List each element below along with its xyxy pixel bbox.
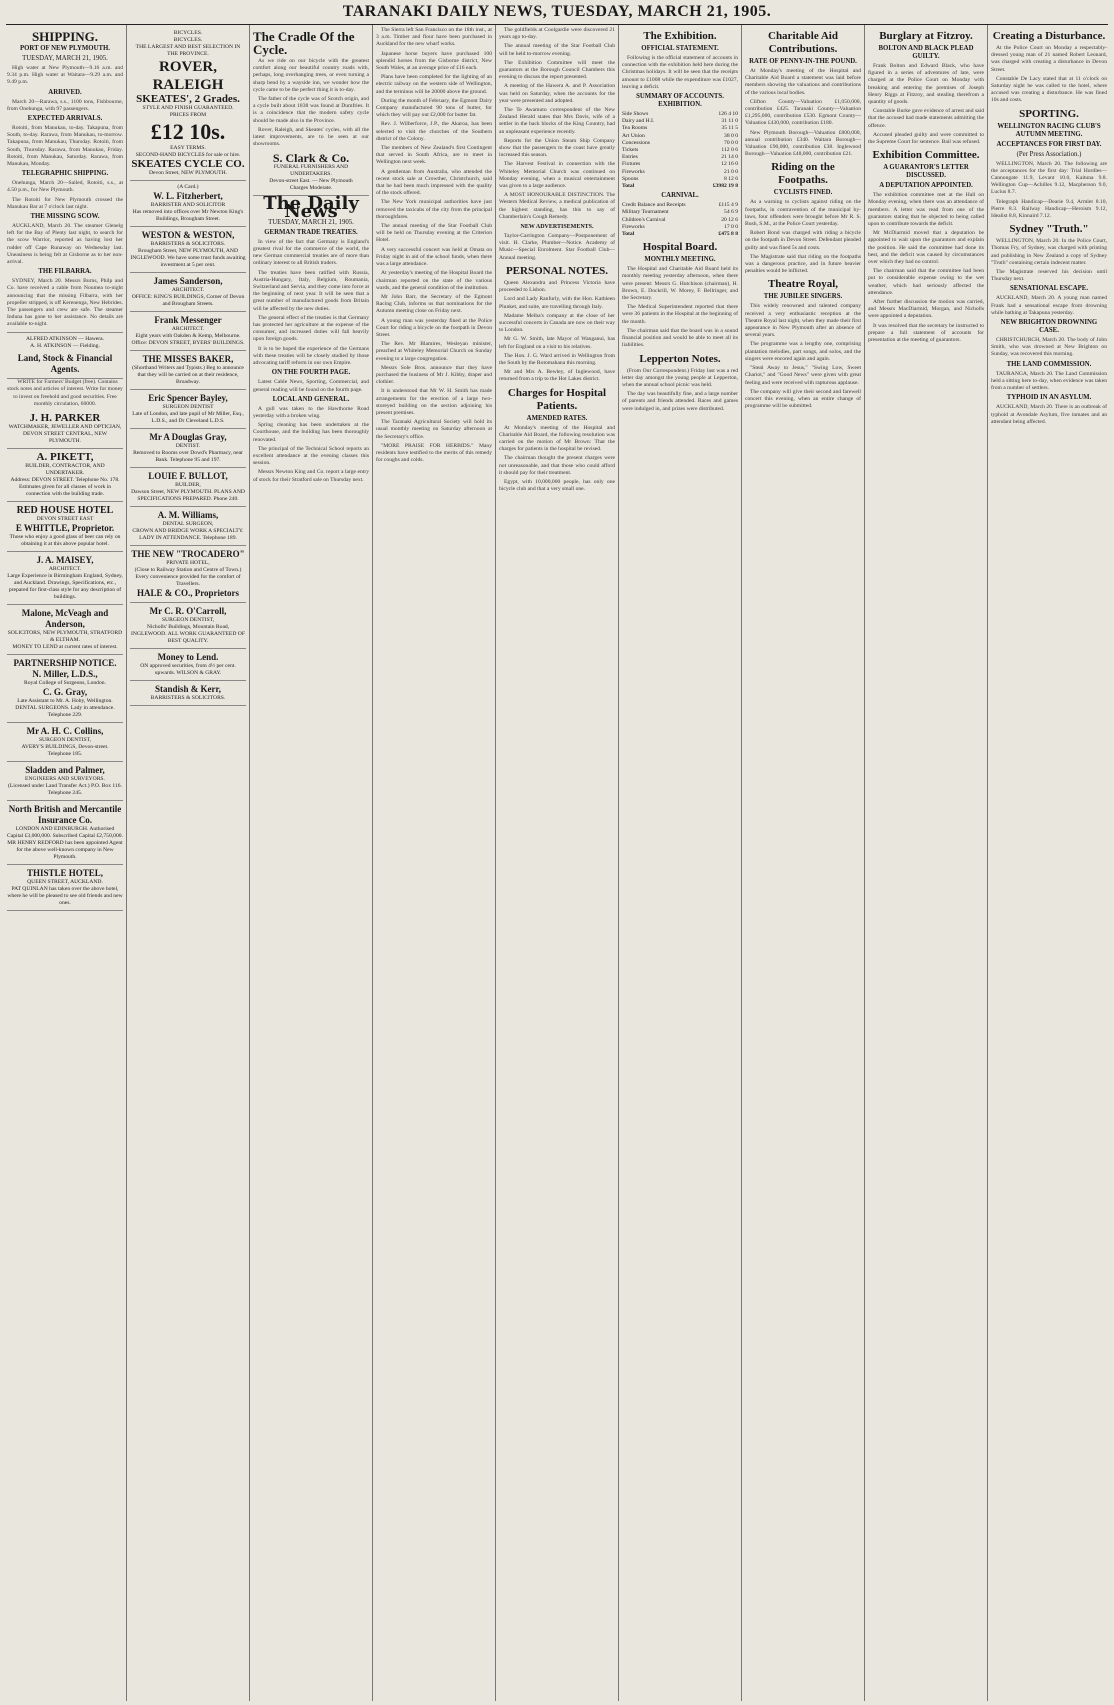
clark-trade: FUNERAL FURNISHERS AND UNDERTAKERS.	[273, 164, 349, 178]
sladden-trade: ENGINEERS AND SURVEYORS.	[25, 775, 105, 782]
creating-disturbance-heading: Creating a Disturbance.	[992, 30, 1106, 42]
arrived-heading: ARRIVED.	[48, 88, 82, 96]
shipping-date: TUESDAY, MARCH 21, 1905.	[22, 55, 108, 62]
maisey-name: J. A. MAISEY,	[36, 554, 94, 565]
collins-trade: SURGEON DENTIST,	[38, 736, 92, 743]
personal-notes-heading: PERSONAL NOTES.	[505, 264, 609, 277]
malone-ad: Malone, McVeagh and Anderson, SOLICITORS, NEW PLYMOUTH, STRATFORD & ELTHAM. MONEY TO LEND at current rates of interest.	[7, 605, 123, 655]
telegraphic-heading: TELEGRAPHIC SHIPPING.	[21, 170, 109, 178]
baker-name: THE MISSES BAKER,	[142, 354, 234, 364]
douglas-gray-ad: Mr A Douglas Gray, DENTIST. Removed to Rooms over Dowd's Pharmacy, near Bank. Telephone 95 and 197.	[130, 429, 246, 468]
daily-news-nameplate: The Daily News	[263, 193, 359, 222]
bullot-trade: BUILDER,	[175, 482, 201, 488]
douglas-gray-trade: DENTIST.	[175, 443, 201, 449]
typhoid-heading: TYPHOID IN AN ASYLUM.	[1006, 394, 1092, 402]
money-ad: Money to Lend. ON approved securities, from 4½ per cent. upwards. WILSON & GRAY.	[130, 649, 246, 681]
column-6: The Exhibition. OFFICIAL STATEMENT. Following is the official statement of accounts in connection with the exhibition held here during the Christmas holidays. It will be seen that the receipts amount to £1008 while the expenditure was £1027, leaving a deficit. SUMMARY OF ACCOUNTS. EXHIBITION. Side Shows 126 4 10 Dairy and H.I. 31 11 0 Tea Rooms 35 11 5 Art Union 38 0 0 Concessions 70 0 0 Tickets 112 0 6 Entries 21 14 0 Fixtures 12 16 0 Fireworks 21 0 0 Spoons 8 12 6 Total £3982 19 8 CARNIVAL. Credit Balance and Receipts £115 4 9 Military Tournament 54 6 9 Children's Carnival 20 12 6 Fireworks 17 0 0 Total £475 8 8 Hospital Board. MONTHLY MEETING. The Hospital and Charitable Aid Board held its monthly meeting yesterday afternoon, when there were present: Messrs G. Hutchison (chairman), H. Brown, E. Dockrill, W. Morey, F. Bellringer, and the Secretary. The Medical Superintendent reported that there were 36 patients in the Hospital at the beginning of the month. The chairman said that the board was in a sound financial position and would be able to meet all its liabilities. Lepperton Notes. (From Our Correspondent.) Friday last was a red letter day amongst the young people at Lepperton, when the annual school picnic was held. The day was beautifully fine, and a large number of parents and friends attended. Races and games were indulged in, and prizes were distributed.	[619, 25, 742, 1701]
parker-address: DEVON STREET CENTRAL, NEW PLYMOUTH.	[22, 430, 108, 444]
pikett-ad: A. PIKETT, BUILDER, CONTRACTOR, AND UNDERTAKER. Address: DEVON STREET. Telephone No. 178. Estimates given for all classes of work in connection with the building trade.	[7, 449, 123, 502]
bayley-ad: Eric Spencer Bayley, SURGEON DENTIST Late of London, and late pupil of Mr Miller, Esq., L.D.S., and Dr Cleveland L.D.S.	[130, 390, 246, 429]
guilty-plea-heading: BOLTON AND BLACK PLEAD GUILTY.	[878, 45, 974, 60]
exhibition-heading: The Exhibition.	[643, 30, 717, 42]
sladden-name: Sladden and Palmer,	[25, 764, 105, 775]
clark-address: Devon-street East. — New Plymouth	[269, 178, 353, 185]
weston-trade: BARRISTERS & SOLICITORS.	[150, 241, 226, 247]
skeates-grades: SKEATES', 2 Grades.	[136, 93, 240, 105]
parker-name: J. H. PARKER	[29, 411, 101, 424]
standish-ad	[130, 681, 246, 706]
port-heading: PORT OF NEW PLYMOUTH.	[19, 45, 111, 52]
partnership-ad: PARTNERSHIP NOTICE. N. Miller, L.D.S., Royal College of Surgeons, London. C. G. Gray, Late Assistant to Mr. A. Hoby, Wellington. DENTAL SURGEONS. Lady in attendance. Telephone 229.	[7, 655, 123, 723]
trocadero-trade: PRIVATE HOTEL,	[166, 560, 210, 566]
carroll-ad: Mr C. R. O'Carroll, SURGEON DENTIST, Nicholls' Buildings, Mountain Road, INGLEWOOD. ALL WORK GUARANTEED OF BEST QUALITY.	[130, 603, 246, 649]
burglary-heading: Burglary at Fitzroy.	[879, 30, 973, 42]
fitzherbert-ad: (A Card.) W. L. Fitzherbert, BARRISTER AND SOLICITOR Has removed into offices over Mr Newton King's Buildings, Brougham Street.	[130, 181, 246, 227]
column-3: The Cradle Of the Cycle. As we ride on our bicycle with the greatest comfort along our beautiful country roads with, perhaps, long overhanging trees, or even turning a sharp bend by a wayside inn, we wonder how the cycle came to be the perfect thing it is to-day. The father of the cycle was of Scotch origin, and a cycle built about 1838 was found at Dumfries. It is a coincidence that the modern safety cycle should be made also in the Province. Rover, Raleigh, and Skeates' cycles, with all the latest improvements, are to be seen at our showrooms. S. Clark & Co. FUNERAL FURNISHERS AND UNDERTAKERS. Devon-street East. — New Plymouth Charges Moderate. The Daily News TUESDAY, MARCH 21, 1905. GERMAN TRADE TREATIES. In view of the fact that Germany is England's greatest rival for the commerce of the world, the new German commercial treaties are of more than ordinary interest to all British traders. The treaties have been ratified with Russia, Austria-Hungary, Italy, Belgium, Roumania, Switzerland and Servia, and they come into force at the beginning of next year. It will be seen that a great number of manufactured goods from Britain will be affected by the new duties. The general effect of the treaties is that Germany has protected her agriculture at the expense of the consumer, and increased duties will fall heavily upon foreign goods. It is to be hoped the experience of the Germans with these treaties will be closely studied by those advocating tariff reform in our own Empire. ON THE FOURTH PAGE. Latest Cable News, Sporting, Commercial, and general reading will be found on the fourth page. LOCAL AND GENERAL. A gull was taken to the Hawthorne Road yesterday with a broken wing. Spring cleaning has been undertaken at the Courthouse, and the building has been thoroughly renovated. The principal of the Technical School reports an excellent attendance at the evening classes this session. Messrs Newton King and Co. report a large entry of stock for their Stratford sale on Thursday next.	[250, 25, 373, 1701]
summary-heading: SUMMARY OF ACCOUNTS. EXHIBITION.	[636, 93, 724, 109]
parker-ad	[7, 410, 123, 449]
messenger-trade: ARCHITECT.	[171, 326, 205, 332]
guarantor-letter-heading: A GUARANTOR'S LETTER DISCUSSED.	[883, 164, 969, 180]
north-british-ad: North British and Mercantile Insurance Co. LONDON AND EDINBURGH. Authorised Capital £3,000,000. Subscribed Capital £2,750,000. MR HENRY REDFORD has been appointed Agent for the above well-known company in New Plymouth.	[7, 801, 123, 865]
shipping-heading: SHIPPING.	[31, 29, 99, 44]
wellington-racing-heading: WELLINGTON RACING CLUB'S AUTUMN MEETING.	[997, 122, 1101, 138]
bicycles-line-2: BICYCLES.	[173, 37, 203, 43]
hale-proprietors: HALE & CO., Proprietors	[136, 588, 240, 598]
sanderson-name: James Sanderson,	[153, 276, 223, 286]
official-statement-heading: OFFICIAL STATEMENT.	[641, 45, 719, 52]
column-4: The Sierra left San Francisco on the 18th inst., at 3 a.m. Timber and flour have been purchased in Auckland for the new wharf works. Japanese horse buyers have purchased 100 splendid horses from the Gisborne district, New South Wales, at an average price of £16 each. Plans have been completed for the lighting of an electric railway on the western side of Wellington, and the terminus will be 20000 above the ground. During the month of February, the Egmont Dairy Company manufactured 90 tons of butter, for which they will pay out £2,000 for butter fat. Rev. J. Wilberforce, J.P., the Akaroa, has been selected to visit the churches of the Southern district of the Colony. The members of New Zealand's first Contingent that served in South Africa, are to meet in Wellington next week. A gentleman from Australia, who attended the recent stock sale at Crowther, Christchurch, said that he had been much impressed with the quality of the stock offered. The New York municipal authorities have just removed the taxicabs of the city from the principal thoroughfares. The annual meeting of the Star Football Club will be held on Thursday evening at the Criterion Hotel. A very successful concert was held at Omata on Friday night in aid of the school funds, when there was a large attendance. At yesterday's meeting of the Hospital Board the chairman reported on the state of the various wards, and the general condition of the institution. Mr John Barr, the Secretary of the Egmont Racing Club, informs us that nominations for the Autumn meeting close on Friday next. A young man was yesterday fined at the Police Court for riding a bicycle on the footpath in Devon Street. The Rev. Mr Blamires, Wesleyan minister, preached at Whiteley Memorial Church on Sunday evening to a large congregation. Messrs Sole Bros. announce that they have purchased the business of Mr J. Kibby, draper and clothier. It is understood that Mr W. H. Smith has made arrangements for the erection of a large two-storeyed building on the section adjoining his present premises. The Taranaki Agricultural Society will hold its usual monthly meeting on Saturday afternoon at the Secretary's office. "MORE PRAISE FOR HERBIDS." Many residents have testified to the merits of this remedy for coughs and colds.	[373, 25, 496, 1701]
acceptances-heading: ACCEPTANCES FOR FIRST DAY.	[996, 140, 1102, 148]
collins-ad	[7, 723, 123, 762]
expected-heading: EXPECTED ARRIVALS.	[27, 115, 103, 123]
standish-name: Standish & Kerr,	[155, 684, 221, 694]
red-house-ad: RED HOUSE HOTEL DEVON STREET EAST E WHITTLE, Proprietor. Those who enjoy a good glass of beer can rely on obtaining it at this above popular hotel.	[7, 502, 123, 552]
carroll-trade: SURGEON DENTIST,	[161, 617, 215, 623]
jubilee-singers-heading: THE JUBILEE SINGERS.	[763, 293, 843, 301]
hospital-charges-heading: Charges for Hospital Patients.	[507, 386, 607, 412]
style-finish: STYLE AND FINISH GUARANTEED.	[142, 105, 234, 111]
thistle-ad: THISTLE HOTEL, QUEEN STREET, AUCKLAND. PAT QUINLAN has taken over the above hotel, where he will be pleased to see old friends and new ones.	[7, 865, 123, 911]
editorial-date: TUESDAY, MARCH 21, 1905.	[268, 218, 354, 226]
price-label: £12 10s.	[150, 119, 226, 144]
land-stock-heading: Land, Stock & Financial Agents.	[17, 353, 113, 375]
amended-rates-heading: AMENDED RATES.	[526, 414, 588, 422]
atkinson-ad: ALFRED ATKINSON — Hawera. A. H. ATKINSON — Fielding. Land, Stock & Financial Agents. WRITE for Farmers' Budget (free). Contains stock notes and articles of interest. Write for money to invest on freehold and good securities. Free monthly circulation, 60000.	[7, 335, 123, 407]
money-heading: Money to Lend.	[157, 652, 219, 662]
fitzherbert-name: W. L. Fitzherbert,	[153, 191, 223, 201]
atkinson-fielding: A. H. ATKINSON — Fielding.	[30, 342, 100, 349]
thistle-address: QUEEN STREET, AUCKLAND.	[27, 878, 103, 885]
column-9: Creating a Disturbance. At the Police Court on Monday a respectably-dressed young man of 21 named Robert Leonard, was charged with creating a disturbance in Devon Street. Constable De Lacy stated that at 11 o'clock on Saturday night he was called to the hotel, where accused was creating a disturbance. He was fined 10s and costs. SPORTING. WELLINGTON RACING CLUB'S AUTUMN MEETING. ACCEPTANCES FOR FIRST DAY. (Per Press Association.) WELLINGTON, March 20. The following are the acceptances for the first day: Trial Hurdles—Cannongate 11.9, Levant 10.0, Kaituna 9.8. Wellington Cup—Achilles 9.12, Macpherson 9.0, Lucius 8.7. Telegraph Handicap—Dearie 9.4, Armlet 8.10, Pierre 8.3. Railway Handicap—Heroism 9.12, Idealist 8.8, Kinnaird 7.12. Sydney "Truth." WELLINGTON, March 20. In the Police Court, Thomas Fry, of Sydney, was charged with printing and publishing in New Zealand a copy of Sydney "Truth" containing certain indecent matter. The Magistrate reserved his decision until Thursday next. SENSATIONAL ESCAPE. AUCKLAND, March 20. A young man named Frank had a sensational escape from drowning while bathing at Takapuna yesterday. NEW BRIGHTON DROWNING CASE. CHRISTCHURCH, March 20. The body of John Smith, who was drowned at New Brighton on Sunday, was recovered this morning. THE LAND COMMISSION. TAURANGA, March 20. The Land Commission held a sitting here to-day, when evidence was taken from a number of settlers. TYPHOID IN AN ASYLUM. AUCKLAND, March 20. There is an outbreak of typhoid at Avondale Asylum, five inmates and an attendant being affected.	[991, 30, 1107, 425]
maisey-trade: ARCHITECT.	[48, 565, 82, 572]
missing-scow-heading: THE MISSING SCOW.	[30, 213, 100, 221]
lepperton-heading: Lepperton Notes.	[639, 352, 721, 365]
thistle-name: THISTLE HOTEL,	[26, 867, 104, 878]
pikett-name: A. PIKETT,	[36, 450, 94, 463]
prices-from: PRICES FROM	[169, 112, 207, 118]
malone-name: Malone, McVeagh and Anderson,	[21, 607, 109, 629]
carroll-name: Mr C. R. O'Carroll,	[149, 606, 227, 616]
exhibition-committee-heading: Exhibition Committee.	[872, 149, 980, 162]
column-5: The goldfields at Coolgardie were discovered 21 years ago to-day. The annual meeting of the Star Football Club will be held to-morrow evening. The Exhibition Committee will meet the guarantors at the Borough Council Chambers this evening to discuss the report presented. A meeting of the Hawera A. and P. Association was held on Saturday, when the accounts for the year were presented and adopted. The Te Awamutu correspondent of the New Zealand Herald states that Mrs Davis, wife of a settler in the back blocks of the King Country, had an unpleasant experience recently. Reports for the Union Steam Ship Company show that the passengers to the coast have greatly increased this season. The Harvest Festival in connection with the Whiteley Memorial Church was continued on Monday evening, when a musical entertainment was given to a large audience. A MOST HONOURABLE DISTINCTION. The Western Medical Review, a medical publication of the highest standing, has this to say of Chamberlain's Cough Remedy. NEW ADVERTISEMENTS. Taylor-Carrington Company—Postponement of visit. H. Clarke, Plumber—Notice. Academy of Music—Special Enrolment. Star Football Club—Annual meeting. PERSONAL NOTES. Queen Alexandra and Princess Victoria have proceeded to Lisbon. Lord and Lady Ranfurly, with the Hon. Kathleen Plunket, and suite, are travelling through Italy. Madame Melba's company at the close of her successful concerts in Canada are now on their way to London. Mr G. W. Smith, late Mayor of Wanganui, has left for England on a visit to his relatives. The Hon. J. G. Ward arrived in Wellington from the South by the Rotomahana this morning. Mr and Mrs A. Bewley, of Inglewood, have returned from a trip to the Hot Lakes district. Charges for Hospital Patients. AMENDED RATES. At Monday's meeting of the Hospital and Charitable Aid Board, the following resolution was carried on the motion of Mr Brown: That the charges for patients in the hospital be revised. The chairman thought the present charges were not unreasonable, and that those who could afford it should pay for their treatment. Egypt, with 10,000,000 people, has only one bicycle club and that a very small one.	[496, 25, 619, 1701]
fitzherbert-trade: BARRISTER AND SOLICITOR	[150, 202, 226, 208]
bayley-trade: SURGEON DENTIST	[162, 404, 214, 410]
secondhand-bicycles: SECOND-HAND BICYCLES for sale or hire.	[135, 152, 241, 158]
clark-ad	[253, 150, 369, 196]
clark-charges: Charges Moderate.	[289, 185, 333, 192]
largest-selection: THE LARGEST AND BEST SELECTION IN THE PROVINCE.	[135, 44, 241, 57]
baker-ad: THE MISSES BAKER, (Shorthand Writers and Typists.) Beg to announce that they will be carried on at their residence, Broadway.	[130, 351, 246, 390]
bullot-name: LOUIE F. BULLOT,	[148, 471, 228, 481]
new-brighton-heading: NEW BRIGHTON DROWNING CASE.	[1000, 319, 1098, 335]
hospital-board-heading: Hospital Board.	[642, 241, 718, 254]
sporting-heading: SPORTING.	[1019, 107, 1079, 120]
miller-name: N. Miller, L.D.S.,	[32, 668, 98, 679]
deputation-heading: A DEPUTATION APPOINTED.	[879, 182, 973, 190]
malone-trade: SOLICITORS, NEW PLYMOUTH, STRATFORD & ELTHAM.	[7, 629, 123, 643]
messenger-ad: Frank Messenger ARCHITECT. Eight years with Oakden & Kemp, Melbourne. Office: DEVON STREET, BYERS' BUILDINGS.	[130, 312, 246, 351]
trocadero-name: THE NEW "TROCADERO"	[131, 549, 245, 559]
theatre-royal-heading: Theatre Royal,	[767, 278, 839, 291]
charitable-aid-heading: Charitable Aid Contributions.	[768, 30, 838, 55]
williams-ad: A. M. Williams, DENTAL SURGEON, CROWN AND BRIDGE WORK A SPECIALTY. LADY IN ATTENDANCE. Telephone 189.	[130, 507, 246, 546]
red-house-address: DEVON STREET EAST	[36, 515, 94, 522]
carnival-heading: CARNIVAL.	[661, 192, 699, 200]
weston-name: WESTON & WESTON,	[141, 230, 235, 240]
parker-trade: WATCHMAKER, JEWELLER AND OPTICIAN,	[8, 423, 122, 430]
bullot-ad: LOUIE F. BULLOT, BUILDER, Dawson Street, NEW PLYMOUTH. PLANS AND SPECIFICATIONS PREPARED. Phone 240.	[130, 468, 246, 507]
easy-terms: EASY TERMS.	[170, 145, 206, 151]
cyclists-fined-heading: CYCLISTS FINED.	[773, 189, 833, 197]
collins-telephone: Telephone 185.	[47, 750, 83, 757]
footpaths-heading: Riding on the Footpaths.	[771, 161, 835, 187]
pikett-trade: BUILDER, CONTRACTOR, AND UNDERTAKER.	[25, 462, 105, 476]
messenger-name: Frank Messenger	[154, 315, 222, 325]
partnership-heading: PARTNERSHIP NOTICE.	[13, 657, 117, 668]
column-1: SHIPPING. PORT OF NEW PLYMOUTH. TUESDAY, MARCH 21, 1905. High water at New Plymouth—9.16 a.m. and 9.34 p.m. High water at Waitara—9.29 a.m. and 9.49 p.m. ARRIVED. March 20—Rarawa, s.s., 1100 tons, Fishbourne, from Onehunga, with 97 passengers. EXPECTED ARRIVALS. Rotoiti, from Manukau, to-day. Takapuna, from South, to-day. Rarawa, from Manukau, to-morrow. Takapuna, from Manukau, Thursday. Rotoiti, from South, Thursday. Rarawa, from Manukau, Friday. Rotoiti, from Manukau, Saturday. Rarawa, from Manukau, Monday. TELEGRAPHIC SHIPPING. Onehunga, March 20—Sailed, Rotoiti, s.s., at 4.50 p.m., for New Plymouth. The Rotoiti for New Plymouth crossed the Manukau Bar at 7 o'clock last night. THE MISSING SCOW. AUCKLAND, March 20. The steamer Glenelg left for the Bay of Plenty last night, to search for the scow Warrior, reported as having lost her rudder off Cape Runaway on Wednesday last. Uneasiness is being felt at Gisborne as to her non-arrival. THE FILBARRA. SYDNEY, March 20. Messrs Burns, Philp and Co. have received a cable from Noumea to-night announcing that the missing Filbarra, with her propeller stripped, is off Kerenenga, New Hebrides. The passengers and crew are safe. The steamer Induna has gone to her assistance. No details are available to-night. ALFRED ATKINSON — Hawera. A. H. ATKINSON — Fielding. Land, Stock & Financial Agents. WRITE for Farmers' Budget (free). Contains stock notes and articles of interest. Write for money to invest on freehold and good securities. Free monthly circulation, 60000. J. H. PARKER WATCHMAKER, JEWELLER AND OPTICIAN, DEVON STREET CENTRAL, NEW PLYMOUTH. A. PIKETT, BUILDER, CONTRACTOR, AND UNDERTAKER. Address: DEVON STREET. Telephone No. 178. Estimates given for all classes of work in connection with the building trade. RED HOUSE HOTEL DEVON STREET EAST E WHITTLE, Proprietor. Those who enjoy a good glass of beer can rely on obtaining it at this above popular hotel. J. A. MAISEY, ARCHITECT. Large Experience in Birmingham England, Sydney, and Auckland. Drawings, Specifications, etc., prepared for first-class style for any description of buildings. Malone, McVeagh and Anderson, SOLICITORS, NEW PLYMOUTH, STRATFORD & ELTHAM. MONEY TO LEND at current rates of interest. PARTNERSHIP NOTICE. N. Miller, L.D.S., Royal College of Surgeons, London. C. G. Gray, Late Assistant to Mr. A. Hoby, Wellington. DENTAL SURGEONS. Lady in attendance. Telephone 229. Mr A. H. C. Collins, SURGEON DENTIST, AVERY'S BUILDINGS, Devon-street. Telephone 185. Sladden and Palmer, ENGINEERS AND SURVEYORS. (Licensed under Land Transfer Act.) P.O. Box 116. Telephone 245. North British and Mercantile Insurance Co. LONDON AND EDINBURGH. Authorised Capital £3,000,000. Subscribed Capital £2,750,000. MR HENRY REDFORD has been appointed Agent for the above well-known company in New Plymouth. THISTLE HOTEL, QUEEN STREET, AUCKLAND. PAT QUINLAN has taken over the above hotel, where he will be pleased to see old friends and new ones.	[4, 25, 127, 1701]
land-commission-heading: THE LAND COMMISSION.	[1006, 360, 1092, 368]
whittle-proprietor: E WHITTLE, Proprietor.	[15, 522, 115, 533]
raleigh-label: RALEIGH	[152, 77, 224, 93]
sensational-escape-heading: SENSATIONAL ESCAPE.	[1009, 285, 1089, 293]
williams-name: A. M. Williams,	[157, 510, 219, 520]
fourth-page-heading: ON THE FOURTH PAGE.	[271, 369, 351, 377]
filbarra-heading: THE FILBARRA.	[38, 268, 92, 276]
sanderson-trade: ARCHITECT.	[171, 287, 205, 293]
trocadero-ad: THE NEW "TROCADERO" PRIVATE HOTEL, (Close to Railway Station and Centre of Town.) Every convenience provided for the comfort of Travellers. HALE & CO., Proprietors	[130, 546, 246, 603]
card-label: (A Card.)	[177, 184, 199, 190]
red-house-name: RED HOUSE HOTEL	[16, 504, 114, 516]
column-7: Charitable Aid Contributions. RATE OF PENNY-IN-THE POUND. At Monday's meeting of the Hospital and Charitable Aid Board a statement was laid before members showing the valuations and contributions of the various local bodies. Clifton County—Valuation £1,050,000, contribution £425. Taranaki County—Valuation £1,295,000, contribution £530. Egmont County—Valuation £430,000, contribution £180. New Plymouth Borough—Valuation £800,000, annual contribution £340. Waitara Borough—Valuation £90,000, contribution £38. Inglewood Borough—Valuation £48,000, contribution £21. Riding on the Footpaths. CYCLISTS FINED. As a warning to cyclists against riding on the footpaths, in contravention of the municipal by-laws, four offenders were brought before Mr R. S. Bush, S.M., at the Police Court yesterday. Robert Bond was charged with riding a bicycle on the footpath in Devon Street. Defendant pleaded guilty and was fined 5s and costs. The Magistrate said that riding on the footpaths was a dangerous practice, and in future heavier penalties would be inflicted. Theatre Royal, THE JUBILEE SINGERS. This widely renowned and talented company received a very enthusiastic reception at the Theatre Royal last night, when they made their first appearance in New Plymouth after an absence of several years. The programme was a lengthy one, comprising plantation melodies, part songs, and solos, and the singers were encored again and again. "Steal Away to Jesus," "Swing Low, Sweet Chariot," and "Good News" were given with great feeling and were received with rapturous applause. The company will give their second and farewell concert this evening, when an entire change of programme will be submitted.	[742, 25, 865, 1701]
collins-address: AVERY'S BUILDINGS, Devon-street.	[21, 743, 109, 750]
standish-trade: BARRISTERS & SOLICITORS.	[150, 695, 226, 701]
gray-name: C. G. Gray,	[42, 686, 88, 697]
bicycles-line-1: BICYCLES.	[173, 30, 203, 36]
douglas-gray-name: Mr A Douglas Gray,	[149, 432, 227, 442]
atkinson-hawera: ALFRED ATKINSON — Hawera.	[26, 335, 104, 342]
collins-name: Mr A. H. C. Collins,	[26, 725, 104, 736]
clark-name: S. Clark & Co.	[272, 151, 350, 166]
columns	[4, 25, 1110, 1701]
weston-ad: WESTON & WESTON, BARRISTERS & SOLICITORS. Brougham Street, NEW PLYMOUTH, AND INGLEWOOD. We have some trust funds awaiting investment at 5 per cent.	[130, 227, 246, 273]
williams-trade: DENTAL SURGEON,	[162, 521, 214, 527]
rover-label: ROVER,	[159, 59, 217, 75]
skeates-address: Devon Street, NEW PLYMOUTH.	[148, 170, 228, 176]
sydney-truth-heading: Sydney "Truth."	[1009, 223, 1089, 236]
sladden-ad: Sladden and Palmer, ENGINEERS AND SURVEYORS. (Licensed under Land Transfer Act.) P.O. Box 116. Telephone 245.	[7, 762, 123, 801]
north-british-name: North British and Mercantile Insurance Co.	[8, 803, 122, 825]
sanderson-ad: James Sanderson, ARCHITECT. OFFICE: KING'S BUILDINGS, Corner of Devon and Brougham Streets.	[130, 273, 246, 312]
maisey-ad: J. A. MAISEY, ARCHITECT. Large Experience in Birmingham England, Sydney, and Auckland. Drawings, Specifications, etc., prepared for first-class style for any description of buildings.	[7, 552, 123, 605]
monthly-meeting-heading: MONTHLY MEETING.	[644, 256, 716, 264]
local-general-heading: LOCAL AND GENERAL.	[272, 395, 350, 403]
column-8: Burglary at Fitzroy. BOLTON AND BLACK PLEAD GUILTY. Frank Bolton and Edward Black, who have figured in a series of adventures of late, were charged at the Police Court on Monday with breaking and entering the premises of Joseph Henry Riggs at Fitzroy, and stealing therefrom a quantity of goods. Constable Burke gave evidence of arrest and said that the accused had made statements admitting the offence. Accused pleaded guilty and were committed to the Supreme Court for sentence. Bail was refused. Exhibition Committee. A GUARANTOR'S LETTER DISCUSSED. A DEPUTATION APPOINTED. The exhibition committee met at the Hall on Monday evening, when there was an attendance of members. A letter was read from one of the guarantors stating that he objected to being called upon to contribute towards the deficit. Mr McDiarmid moved that a deputation be appointed to wait upon the guarantors and explain the position. He said the committee had done its best, and the deficit was caused by circumstances over which they had no control. The chairman said that the committee had been put to considerable expense owing to the wet weather, which had seriously affected the attendance. After further discussion the motion was carried, and Messrs MacDiarmid, Morgan, and Nicholls were appointed a deputation. It was resolved that the secretary be instructed to prepare a full statement of accounts for presentation at the meeting of guarantors.	[865, 25, 988, 1701]
column-2	[127, 25, 250, 1701]
bayley-name: Eric Spencer Bayley,	[148, 393, 228, 403]
press-association-1: (Per Press Association.)	[1016, 150, 1082, 158]
german-trade-heading: GERMAN TRADE TREATIES.	[264, 228, 358, 236]
skeates-cycle-co: SKEATES CYCLE CO.	[131, 158, 245, 170]
rate-heading: RATE OF PENNY-IN-THE POUND.	[749, 58, 857, 65]
cradle-heading: The Cradle Of the Cycle.	[253, 29, 355, 57]
masthead: TARANAKI DAILY NEWS, TUESDAY, MARCH 21, 1905.	[6, 0, 1108, 25]
bicycles-ad	[130, 27, 246, 181]
